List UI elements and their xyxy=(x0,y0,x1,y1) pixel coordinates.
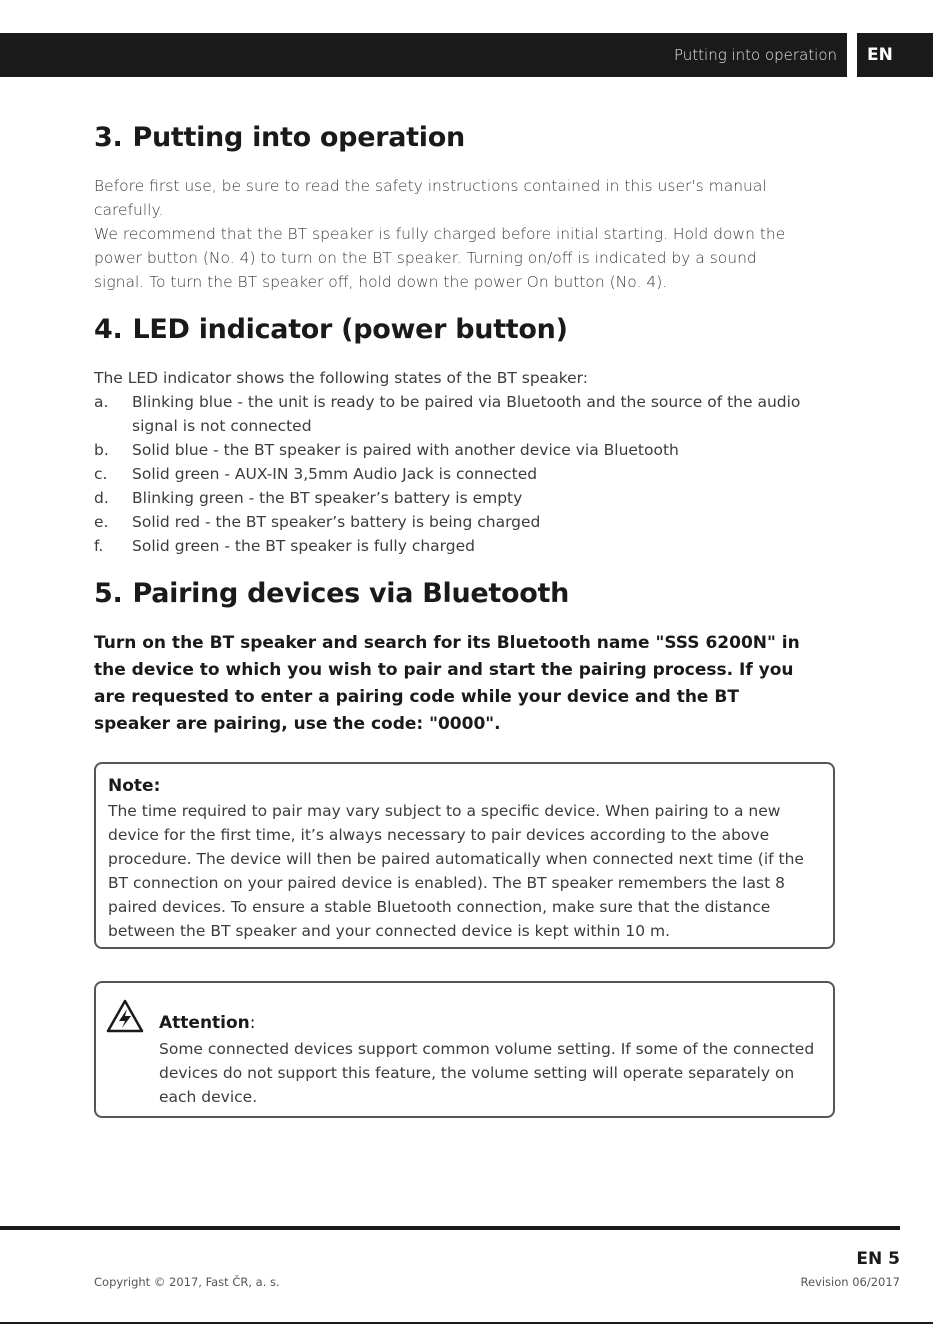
list-marker: b. xyxy=(94,441,109,459)
pairing-instructions: Turn on the BT speaker and search for its Bluetooth name "SSS 6200N" in the device to which you wish to pair and start the pairing process. If you are requested to enter a pairing code while your device and the BT speaker are pairing, use the code: "0000". xyxy=(94,633,800,734)
section-5-heading xyxy=(94,578,569,609)
attention-title-text: Attention xyxy=(159,1013,250,1033)
attention-title xyxy=(159,1011,256,1035)
paragraph-line: signal. To turn the BT speaker off, hold down the power On button (No. 4). xyxy=(94,273,668,291)
section-4-title: LED indicator (power button) xyxy=(132,314,568,345)
section-3-number: 3. xyxy=(94,122,123,153)
section-3-heading xyxy=(94,122,465,153)
list-item-text: Blinking blue - the unit is ready to be paired via Bluetooth and the source of the audio signal is not connected xyxy=(132,393,801,435)
list-item xyxy=(94,390,814,438)
copyright: Copyright © 2017, Fast ČR, a. s. xyxy=(94,1275,280,1289)
note-text: The time required to pair may vary subject to a specific device. When pairing to a new device for the first time, it’s always necessary to pair devices according to the above procedure. The device will then be paired automatically when connected next time (if the BT connection on your paired device is enabled). The BT speaker remembers the last 8 paired devices. To ensure a stable Bluetooth connection, make sure that the distance between the BT speaker and your connected device is kept within 10 m. xyxy=(108,802,804,940)
section-5-title: Pairing devices via Bluetooth xyxy=(132,578,570,609)
paragraph-line: carefully. xyxy=(94,201,164,219)
list-marker: c. xyxy=(94,465,108,483)
list-marker: d. xyxy=(94,489,109,507)
attention-title-suffix: : xyxy=(249,1013,256,1033)
section-5-number: 5. xyxy=(94,578,123,609)
attention-text: Some connected devices support common volume setting. If some of the connected devices do not support this feature, the volume setting will operate separately on each device. xyxy=(159,1040,815,1106)
list-intro: The LED indicator shows the following states of the BT speaker: xyxy=(94,369,588,387)
note-title: Note: xyxy=(108,776,161,796)
language-tab: EN xyxy=(857,33,933,77)
page-number: EN 5 xyxy=(856,1249,900,1269)
warning-icon xyxy=(106,999,144,1033)
list-item-text: Blinking green - the BT speaker’s battery is empty xyxy=(132,489,523,507)
list-item xyxy=(94,534,814,558)
list-item-text: Solid blue - the BT speaker is paired with another device via Bluetooth xyxy=(132,441,679,459)
header-bar xyxy=(0,33,847,77)
revision: Revision 06/2017 xyxy=(800,1275,900,1289)
list-item-text: Solid green - the BT speaker is fully charged xyxy=(132,537,475,555)
list-item-text: Solid green - AUX-IN 3,5mm Audio Jack is connected xyxy=(132,465,538,483)
header-section-title: Putting into operation xyxy=(673,46,837,64)
list-marker: a. xyxy=(94,393,109,411)
paragraph-line: We recommend that the BT speaker is fully charged before initial starting. Hold down the xyxy=(94,225,786,243)
led-states-list xyxy=(94,366,814,558)
list-item xyxy=(94,438,814,462)
list-item xyxy=(94,486,814,510)
list-item-text: Solid red - the BT speaker’s battery is being charged xyxy=(132,513,541,531)
paragraph-line: power button (No. 4) to turn on the BT speaker. Turning on/off is indicated by a sound xyxy=(94,249,757,267)
note-box xyxy=(94,762,835,949)
attention-box xyxy=(94,981,835,1118)
footer-rule xyxy=(0,1226,900,1230)
list-item xyxy=(94,510,814,534)
list-item xyxy=(94,462,814,486)
section-3-paragraph xyxy=(94,174,839,294)
section-3-title: Putting into operation xyxy=(132,122,465,153)
list-marker: e. xyxy=(94,513,109,531)
section-4-number: 4. xyxy=(94,314,123,345)
list-marker: f. xyxy=(94,537,104,555)
paragraph-line: Before first use, be sure to read the safety instructions contained in this user's manual xyxy=(94,177,767,195)
section-4-heading xyxy=(94,314,568,345)
